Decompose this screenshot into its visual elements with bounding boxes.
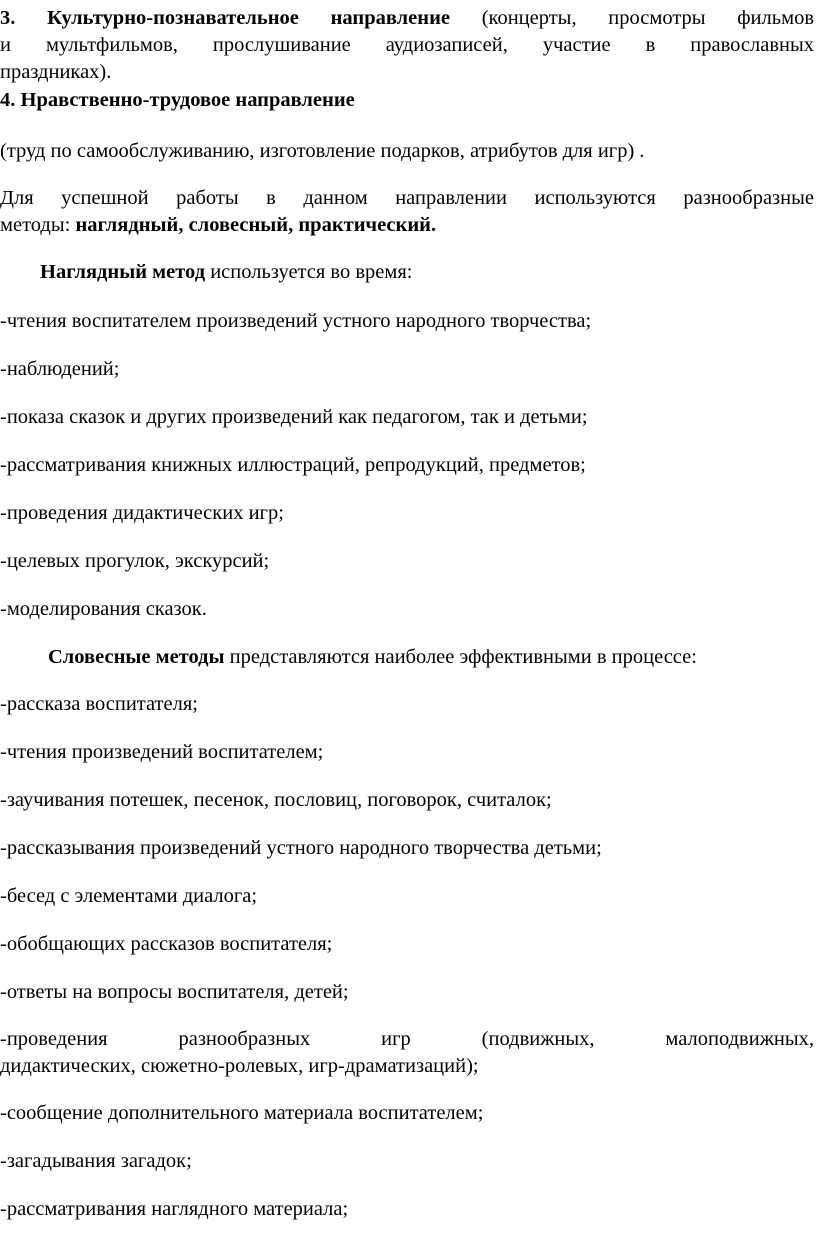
list-item: -сообщение дополнительного материала воспитателем; xyxy=(0,1102,484,1124)
list-item: -чтения произведений воспитателем; xyxy=(0,741,324,763)
methods-intro-line1: Для успешной работы в данном направлении используются разнообразные xyxy=(0,187,814,209)
list-item: -обобщающих рассказов воспитателя; xyxy=(0,933,333,955)
list-item: -бесед с элементами диалога; xyxy=(0,885,258,907)
list-item: -рассматривания книжных иллюстраций, репродукций, предметов; xyxy=(0,454,586,476)
list-item: -чтения воспитателем произведений устного народного творчества; xyxy=(0,310,592,332)
visual-method-heading: Наглядный метод используется во время: xyxy=(40,261,413,283)
verbal-methods-heading: Словесные методы представляются наиболее эффективными в процессе: xyxy=(48,646,697,668)
section3-title: 3. Культурно-познавательное направление xyxy=(0,7,450,29)
list-item: -проведения дидактических игр; xyxy=(0,502,284,524)
list-item: -наблюдений; xyxy=(0,358,120,380)
section4-title: 4. Нравственно-трудовое направление xyxy=(0,89,355,111)
list-item: -ответы на вопросы воспитателя, детей; xyxy=(0,981,349,1003)
list-item-games-line1: -проведения разнообразных игр (подвижных, малоподвижных, xyxy=(0,1028,814,1050)
list-item: -загадывания загадок; xyxy=(0,1150,192,1172)
list-item: -целевых прогулок, экскурсий; xyxy=(0,550,270,572)
methods-intro-line2: методы: наглядный, словесный, практический. xyxy=(0,214,437,236)
section4-description: (труд по самообслуживанию, изготовление подарков, атрибутов для игр) . xyxy=(0,140,645,162)
list-item: -заучивания потешек, песенок, пословиц, поговорок, считалок; xyxy=(0,789,552,811)
section3-line1 xyxy=(0,6,814,30)
section3-line3: праздниках). xyxy=(0,61,112,83)
list-item-games-line2: дидактических, сюжетно-ролевых, игр-драматизаций); xyxy=(0,1055,479,1077)
list-item: -моделирования сказок. xyxy=(0,598,207,620)
section3-line1-text: (концерты, просмотры фильмов xyxy=(450,7,815,29)
list-item: -показа сказок и других произведений как педагогом, так и детьми; xyxy=(0,406,588,428)
methods-list: наглядный, словесный, практический. xyxy=(75,214,437,236)
section3-line2: и мультфильмов, прослушивание аудиозаписей, участие в православных xyxy=(0,34,814,56)
list-item: -рассказа воспитателя; xyxy=(0,693,198,715)
list-item: -рассказывания произведений устного народного творчества детьми; xyxy=(0,837,602,859)
list-item: -рассматривания наглядного материала; xyxy=(0,1198,349,1220)
